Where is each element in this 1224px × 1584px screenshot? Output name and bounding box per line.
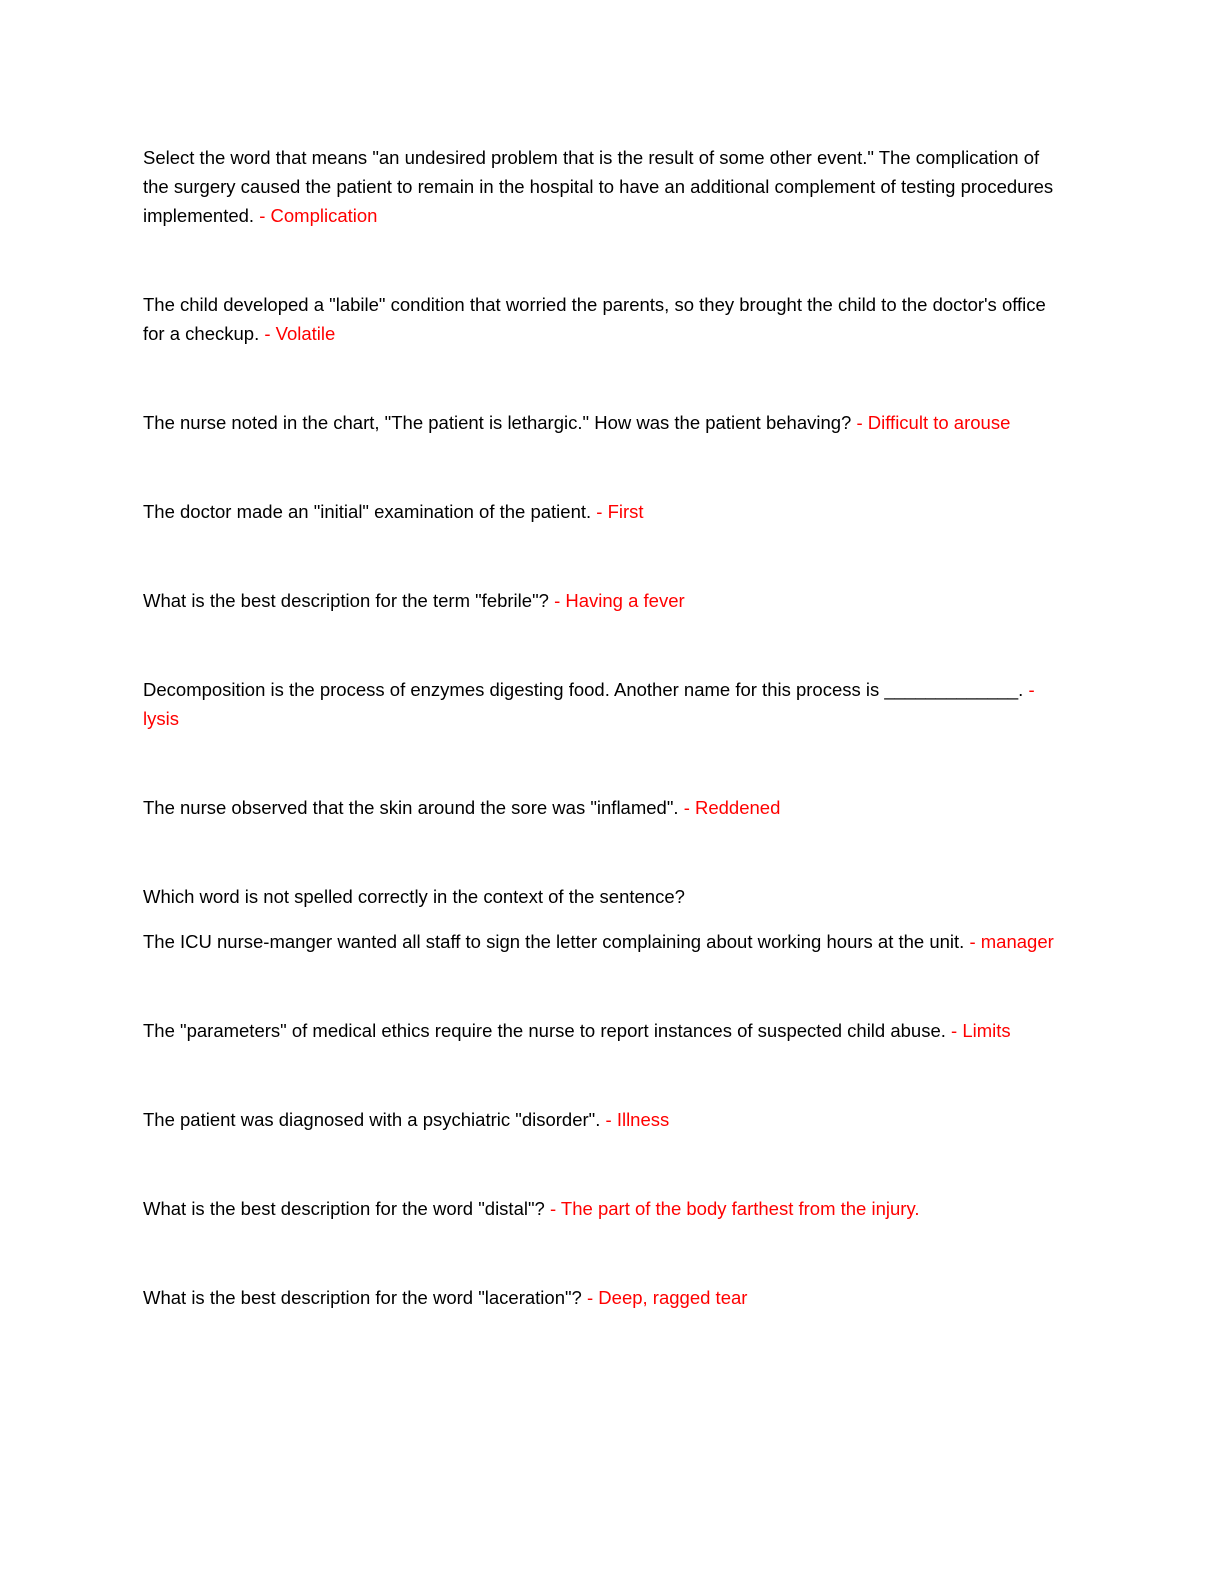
qa-item-12: [143, 1283, 1063, 1312]
answer-text: - lysis: [143, 679, 1035, 729]
question-text: The "parameters" of medical ethics require the nurse to report instances of suspected child abuse.: [143, 1020, 946, 1041]
question-text: What is the best description for the word "distal"?: [143, 1198, 545, 1219]
answer-text: - Deep, ragged tear: [587, 1287, 748, 1308]
qa-item-10: [143, 1105, 1063, 1134]
sub-question-text: The ICU nurse-manger wanted all staff to sign the letter complaining about working hours at the unit.: [143, 931, 965, 952]
qa-item-2: [143, 290, 1063, 348]
qa-item-5: [143, 586, 1063, 615]
qa-item-3: [143, 408, 1063, 437]
qa-item-9: [143, 1016, 1063, 1045]
question-text: The patient was diagnosed with a psychiatric "disorder".: [143, 1109, 601, 1130]
question-text: Which word is not spelled correctly in the context of the sentence?: [143, 886, 685, 907]
answer-text: - Reddened: [683, 797, 781, 818]
sub-question: [143, 927, 1063, 956]
answer-text: - Limits: [951, 1020, 1011, 1041]
answer-text: - manager: [969, 931, 1054, 952]
question-text: What is the best description for the term "febrile"?: [143, 590, 549, 611]
question-text: The child developed a "labile" condition that worried the parents, so they brought the child to the doctor's office for a checkup.: [143, 294, 1046, 344]
answer-text: - Complication: [259, 205, 378, 226]
qa-item-7: [143, 793, 1063, 822]
question-text: The doctor made an "initial" examination of the patient.: [143, 501, 592, 522]
answer-text: - Having a fever: [554, 590, 685, 611]
question-text: The nurse observed that the skin around the sore was "inflamed".: [143, 797, 679, 818]
qa-item-11: [143, 1194, 1063, 1223]
answer-text: - Difficult to arouse: [856, 412, 1011, 433]
qa-item-6: [143, 675, 1063, 733]
answer-text: - Illness: [605, 1109, 670, 1130]
qa-item-1: [143, 143, 1063, 230]
document-page: [143, 142, 1063, 1312]
question-text: What is the best description for the word "laceration"?: [143, 1287, 582, 1308]
answer-text: - Volatile: [264, 323, 336, 344]
question-text: Decomposition is the process of enzymes digesting food. Another name for this process is _____________.: [143, 679, 1024, 700]
qa-item-4: [143, 497, 1063, 526]
qa-item-8: [143, 882, 1063, 956]
answer-text: - The part of the body farthest from the injury.: [549, 1198, 920, 1219]
question-text: Select the word that means "an undesired problem that is the result of some other event." The complication of the surgery caused the patient to remain in the hospital to have an additional complement of testing procedures implemented.: [143, 147, 1054, 226]
answer-text: - First: [596, 501, 644, 522]
question-text: The nurse noted in the chart, "The patient is lethargic." How was the patient behaving?: [143, 412, 852, 433]
